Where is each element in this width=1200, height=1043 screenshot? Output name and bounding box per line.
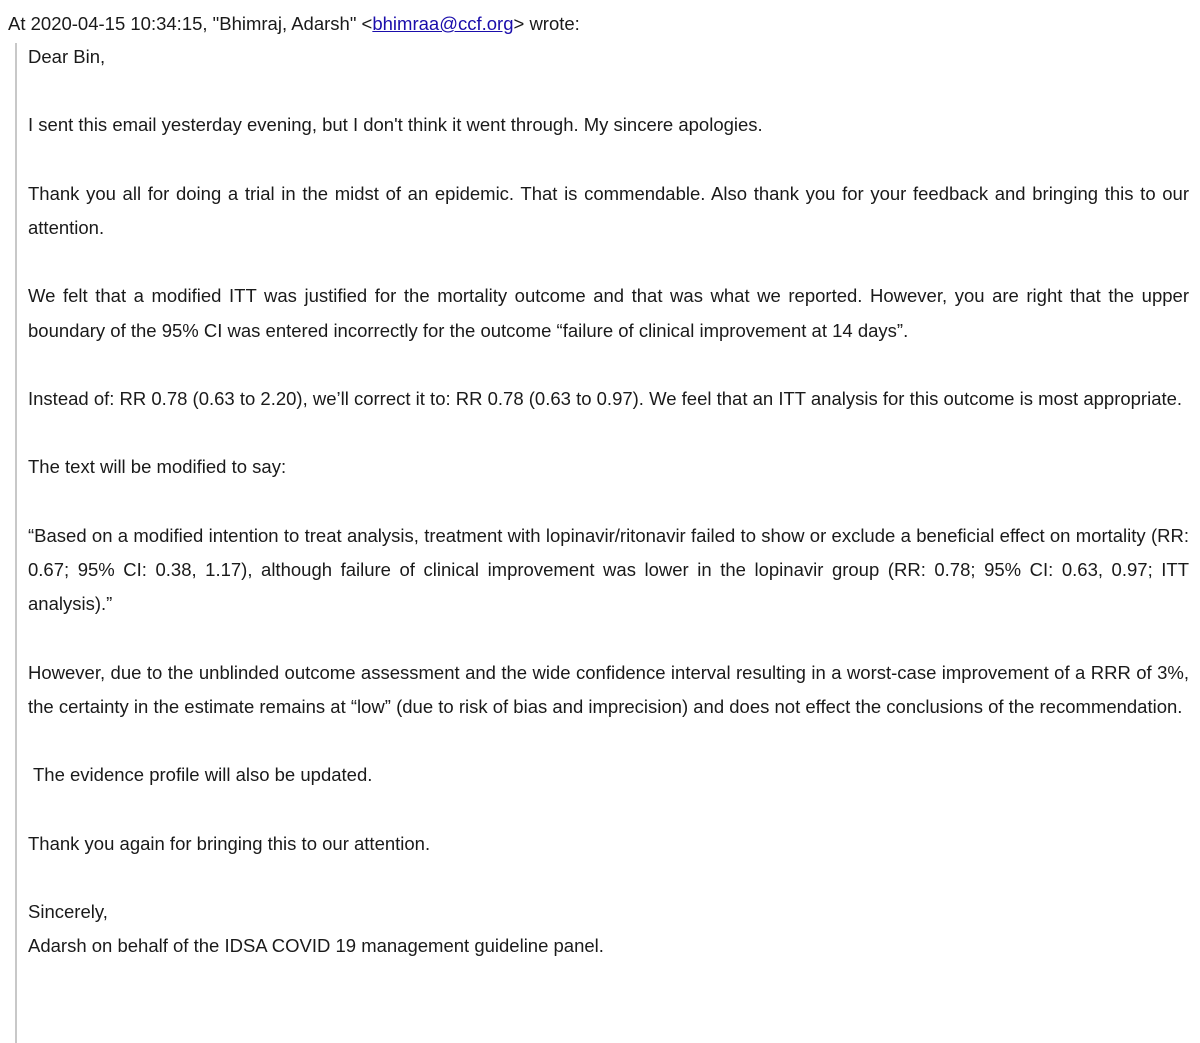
paragraph-modified-text: “Based on a modified intention to treat analysis, treatment with lopinavir/ritonavir failed to show or exclude a beneficial effect on mortality (RR: 0.67; 95% CI: 0.38, 1.17), although failure of clinical improvement was lower in the lopinavir group (RR: 0.78; 95% CI: 0.63, 0.97; ITT analysis).” bbox=[28, 524, 1189, 615]
quote-indent-bar bbox=[15, 43, 17, 1043]
attribution-suffix: > wrote: bbox=[513, 13, 580, 34]
paragraph-thanks: Thank you all for doing a trial in the midst of an epidemic. That is commendable. Also thank you for your feedback and bringing this to our attention. bbox=[28, 182, 1189, 238]
paragraph-text-intro: The text will be modified to say: bbox=[28, 456, 287, 478]
signature: Adarsh on behalf of the IDSA COVID 19 management guideline panel. bbox=[28, 935, 604, 957]
paragraph-evidence-profile: The evidence profile will also be updated. bbox=[33, 764, 373, 786]
closing: Sincerely, bbox=[28, 900, 108, 922]
greeting: Dear Bin, bbox=[28, 46, 106, 67]
paragraph-correction: Instead of: RR 0.78 (0.63 to 2.20), we’ll correct it to: RR 0.78 (0.63 to 0.97). We feel that an ITT analysis for this outcome is most appropriate. bbox=[28, 387, 1183, 409]
paragraph-apology: I sent this email yesterday evening, but I don't think it went through. My sincere apologies. bbox=[28, 114, 763, 136]
paragraph-thank-again: Thank you again for bringing this to our attention. bbox=[28, 832, 431, 854]
quoted-message-body bbox=[28, 40, 1189, 963]
attribution-prefix: At 2020-04-15 10:34:15, "Bhimraj, Adarsh" < bbox=[8, 13, 373, 34]
paragraph-certainty: However, due to the unblinded outcome assessment and the wide confidence interval resulting in a worst-case improvement of a RRR of 3%, the certainty in the estimate remains at “low” (due to risk of bias and imprecision) and does not effect the conclusions of the recommendation. bbox=[28, 661, 1189, 717]
quote-attribution-line bbox=[8, 12, 580, 36]
paragraph-itt: We felt that a modified ITT was justified for the mortality outcome and that was what we reported. However, you are right that the upper boundary of the 95% CI was entered incorrectly for the outcome “failure of clinical improvement at 14 days”. bbox=[28, 285, 1189, 341]
sender-email-link[interactable]: bhimraa@ccf.org bbox=[372, 13, 514, 34]
